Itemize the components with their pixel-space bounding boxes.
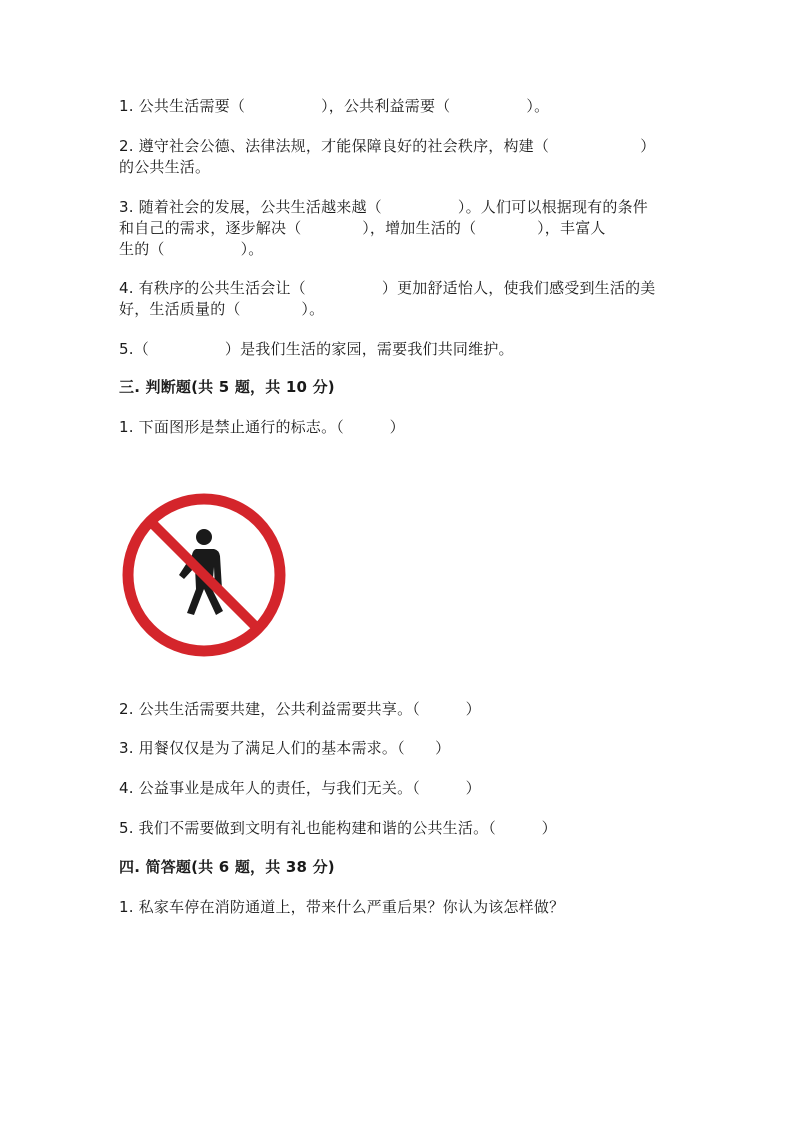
section-4-heading: 四. 简答题(共 6 题，共 38 分): [119, 858, 335, 876]
section-3-heading: 三. 判断题(共 5 题，共 10 分): [119, 378, 335, 396]
fill-blank-question-4-line1: 4. 有秩序的公共生活会让（ ）更加舒适怡人，使我们感受到生活的美: [119, 279, 656, 297]
short-answer-question-1: 1. 私家车停在消防通道上，带来什么严重后果？你认为该怎样做？: [119, 898, 565, 916]
no-pedestrian-sign-icon: [122, 493, 286, 657]
fill-blank-question-2-line1: 2. 遵守社会公德、法律法规，才能保障良好的社会秩序，构建（ ）: [119, 137, 656, 155]
judge-question-1: 1. 下面图形是禁止通行的标志。（ ）: [119, 418, 405, 436]
fill-blank-question-3-line1: 3. 随着社会的发展，公共生活越来越（ ）。人们可以根据现有的条件: [119, 198, 648, 216]
fill-blank-question-2-line2: 的公共生活。: [119, 158, 211, 176]
fill-blank-question-3-line2: 和自己的需求，逐步解决（ ），增加生活的（ ），丰富人: [119, 219, 606, 237]
fill-blank-question-3-line3: 生的（ ）。: [119, 240, 264, 258]
fill-blank-question-5: 5.（ ）是我们生活的家园，需要我们共同维护。: [119, 340, 514, 358]
judge-question-2: 2. 公共生活需要共建，公共利益需要共享。（ ）: [119, 700, 481, 718]
judge-question-5: 5. 我们不需要做到文明有礼也能构建和谐的公共生活。（ ）: [119, 819, 557, 837]
judge-question-4: 4. 公益事业是成年人的责任，与我们无关。（ ）: [119, 779, 481, 797]
judge-question-3: 3. 用餐仅仅是为了满足人们的基本需求。（ ）: [119, 739, 451, 757]
fill-blank-question-4-line2: 好，生活质量的（ ）。: [119, 300, 325, 318]
fill-blank-question-1: 1. 公共生活需要（ ），公共利益需要（ ）。: [119, 97, 550, 115]
